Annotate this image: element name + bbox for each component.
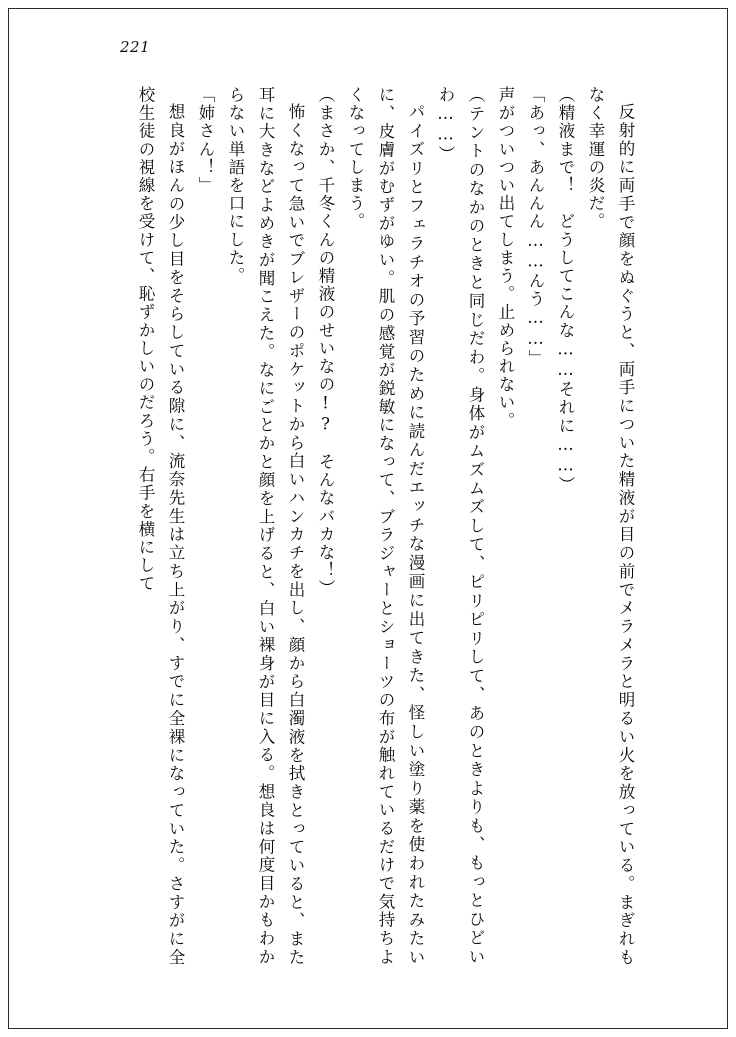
paragraph: （テントのなかのときと同じだわ。身体がムズムズして、ピリピリして、あのときよりも、もっとひどいわ……） xyxy=(436,86,485,966)
paragraph: （まさか、千冬くんの精液のせいなの!? そんなバカな！） xyxy=(316,86,335,598)
paragraph: 反射的に両手で顔をぬぐうと、両手についた精液が目の前でメラメラと明るい火を放っている。まぎれもなく幸運の炎だ。 xyxy=(586,86,635,966)
page-number: 221 xyxy=(120,38,151,56)
paragraph: （精液まで！ どうしてこんな……それに……） xyxy=(556,86,575,495)
body-text-vertical xyxy=(80,86,640,966)
paragraph: 「あっ、あんんん……んう……」 xyxy=(526,86,545,368)
paragraph: 想良がほんの少し目をそらしている隙に、流奈先生は立ち上がり、すでに全裸になっていた。さすがに全校生徒の視線を受けて、恥ずかしいのだろう。右手を横にして xyxy=(136,86,185,966)
paragraph: 声がついつい出てしまう。止められない。 xyxy=(496,86,515,430)
paragraph: 怖くなって急いでブレザーのポケットから白いハンカチを出し、顔から白濁液を拭きとっていると、また耳に大きなどよめきが聞こえた。なにごとかと顔を上げると、白い裸身が目に入る。想良は何度目かもわからない単語を口にした。 xyxy=(226,86,305,966)
paragraph: 「姉さん！」 xyxy=(196,86,215,195)
paragraph: パイズリとフェラチオの予習のために読んだエッチな漫画に出てきた、怪しい塗り薬を使われたみたいに、皮膚がむずがゆい。肌の感覚が鋭敏になって、ブラジャーとショーツの布が触れているだけで気持ちよくなってしまう。 xyxy=(346,86,425,966)
